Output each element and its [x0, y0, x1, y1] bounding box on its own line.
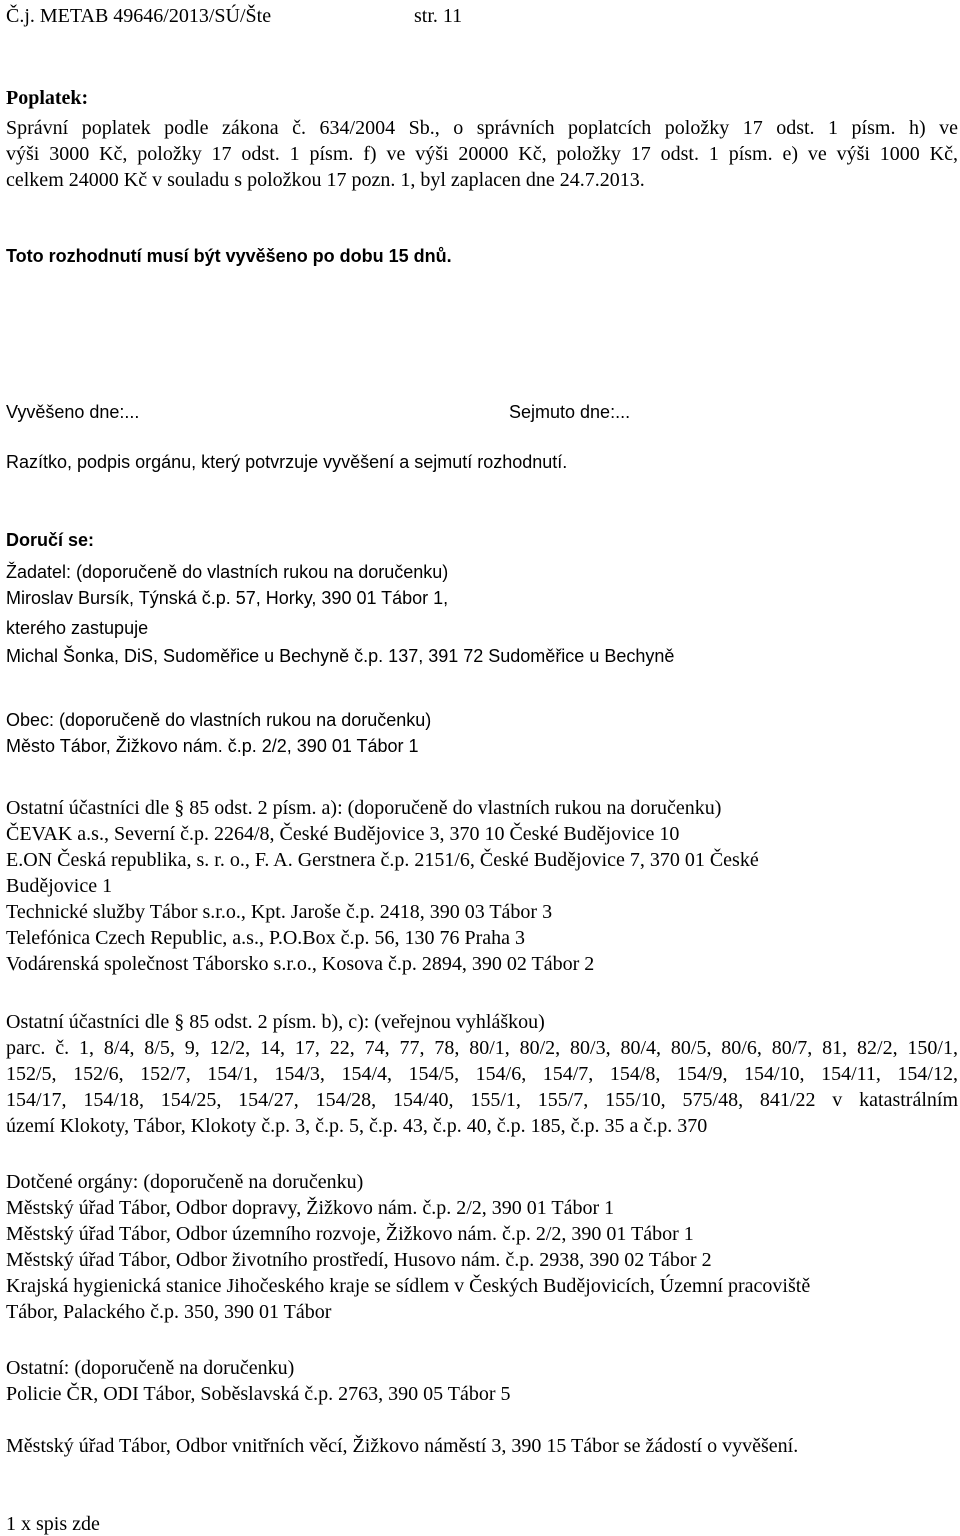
participants-b-heading: Ostatní účastníci dle § 85 odst. 2 písm. b), c): (veřejnou vyhláškou)	[6, 1011, 545, 1033]
fee-line: Správní poplatek podle zákona č. 634/2004 Sb., o správních poplatcích položky 17 odst. 1 písm. h) ve	[6, 117, 958, 139]
fee-line: výši 3000 Kč, položky 17 odst. 1 písm. f) ve výši 20000 Kč, položky 17 odst. 1 písm. e) ve výši 1000 Kč,	[6, 143, 958, 165]
municipality-line: Město Tábor, Žižkovo nám. č.p. 2/2, 390 01 Tábor 1	[6, 736, 419, 756]
authority-line: Krajská hygienická stanice Jihočeského kraje se sídlem v Českých Budějovicích, Územní pracoviště	[6, 1275, 811, 1297]
posted-date-field: Vyvěšeno dne:...	[6, 402, 140, 422]
page-number: str. 11	[414, 5, 463, 27]
posting-notice: Toto rozhodnutí musí být vyvěšeno po dobu 15 dnů.	[6, 246, 452, 266]
applicant-line: Žadatel: (doporučeně do vlastních rukou na doručenku)	[6, 562, 449, 582]
parcel-line: 154/17, 154/18, 154/25, 154/27, 154/28, 154/40, 155/1, 155/7, 155/10, 575/48, 841/22 v katastrálním	[6, 1089, 958, 1111]
fee-heading: Poplatek:	[6, 87, 89, 109]
file-note: 1 x spis zde	[6, 1513, 100, 1535]
participant-line: Budějovice 1	[6, 875, 113, 897]
fee-line: celkem 24000 Kč v souladu s položkou 17 pozn. 1, byl zaplacen dne 24.7.2013.	[6, 169, 645, 191]
municipality-line: Obec: (doporučeně do vlastních rukou na doručenku)	[6, 710, 432, 730]
parcel-line: parc. č. 1, 8/4, 8/5, 9, 12/2, 14, 17, 22, 74, 77, 78, 80/1, 80/2, 80/3, 80/4, 80/5, 80/6, 80/7, 81, 82/2, 150/1,	[6, 1037, 958, 1059]
authority-line: Městský úřad Tábor, Odbor územního rozvoje, Žižkovo nám. č.p. 2/2, 390 01 Tábor 1	[6, 1223, 694, 1245]
parcel-line: 152/5, 152/6, 152/7, 154/1, 154/3, 154/4, 154/5, 154/6, 154/7, 154/8, 154/9, 154/10, 154/11, 154/12,	[6, 1063, 958, 1085]
participant-line: E.ON Česká republika, s. r. o., F. A. Gerstnera č.p. 2151/6, České Budějovice 7, 370 01 České	[6, 849, 759, 871]
stamp-note: Razítko, podpis orgánu, který potvrzuje vyvěšení a sejmutí rozhodnutí.	[6, 452, 568, 472]
parcel-line: území Klokoty, Tábor, Klokoty č.p. 3, č.p. 5, č.p. 43, č.p. 40, č.p. 185, č.p. 35 a č.p. 370	[6, 1115, 708, 1137]
delivery-heading: Doručí se:	[6, 530, 95, 550]
interior-department-line: Městský úřad Tábor, Odbor vnitřních věcí, Žižkovo náměstí 3, 390 15 Tábor se žádostí o vyvěšení.	[6, 1435, 799, 1457]
applicant-line: Michal Šonka, DiS, Sudoměřice u Bechyně č.p. 137, 391 72 Sudoměřice u Bechyně	[6, 646, 675, 666]
participants-a-heading: Ostatní účastníci dle § 85 odst. 2 písm. a): (doporučeně do vlastních rukou na doručenku)	[6, 797, 722, 819]
applicant-line: Miroslav Bursík, Týnská č.p. 57, Horky, 390 01 Tábor 1,	[6, 588, 449, 608]
authorities-heading: Dotčené orgány: (doporučeně na doručenku)	[6, 1171, 364, 1193]
others-heading: Ostatní: (doporučeně na doručenku)	[6, 1357, 295, 1379]
authority-line: Tábor, Palackého č.p. 350, 390 01 Tábor	[6, 1301, 332, 1323]
applicant-line: kterého zastupuje	[6, 618, 149, 638]
participant-line: ČEVAK a.s., Severní č.p. 2264/8, České Budějovice 3, 370 10 České Budějovice 10	[6, 823, 680, 845]
authority-line: Městský úřad Tábor, Odbor dopravy, Žižkovo nám. č.p. 2/2, 390 01 Tábor 1	[6, 1197, 615, 1219]
authority-line: Městský úřad Tábor, Odbor životního prostředí, Husovo nám. č.p. 2938, 390 02 Tábor 2	[6, 1249, 712, 1271]
document-reference: Č.j. METAB 49646/2013/SÚ/Šte	[6, 5, 272, 27]
others-line: Policie ČR, ODI Tábor, Soběslavská č.p. 2763, 390 05 Tábor 5	[6, 1383, 511, 1405]
removed-date-field: Sejmuto dne:...	[509, 402, 631, 422]
participant-line: Technické služby Tábor s.r.o., Kpt. Jaroše č.p. 2418, 390 03 Tábor 3	[6, 901, 553, 923]
participant-line: Vodárenská společnost Táborsko s.r.o., Kosova č.p. 2894, 390 02 Tábor 2	[6, 953, 595, 975]
participant-line: Telefónica Czech Republic, a.s., P.O.Box č.p. 56, 130 76 Praha 3	[6, 927, 526, 949]
